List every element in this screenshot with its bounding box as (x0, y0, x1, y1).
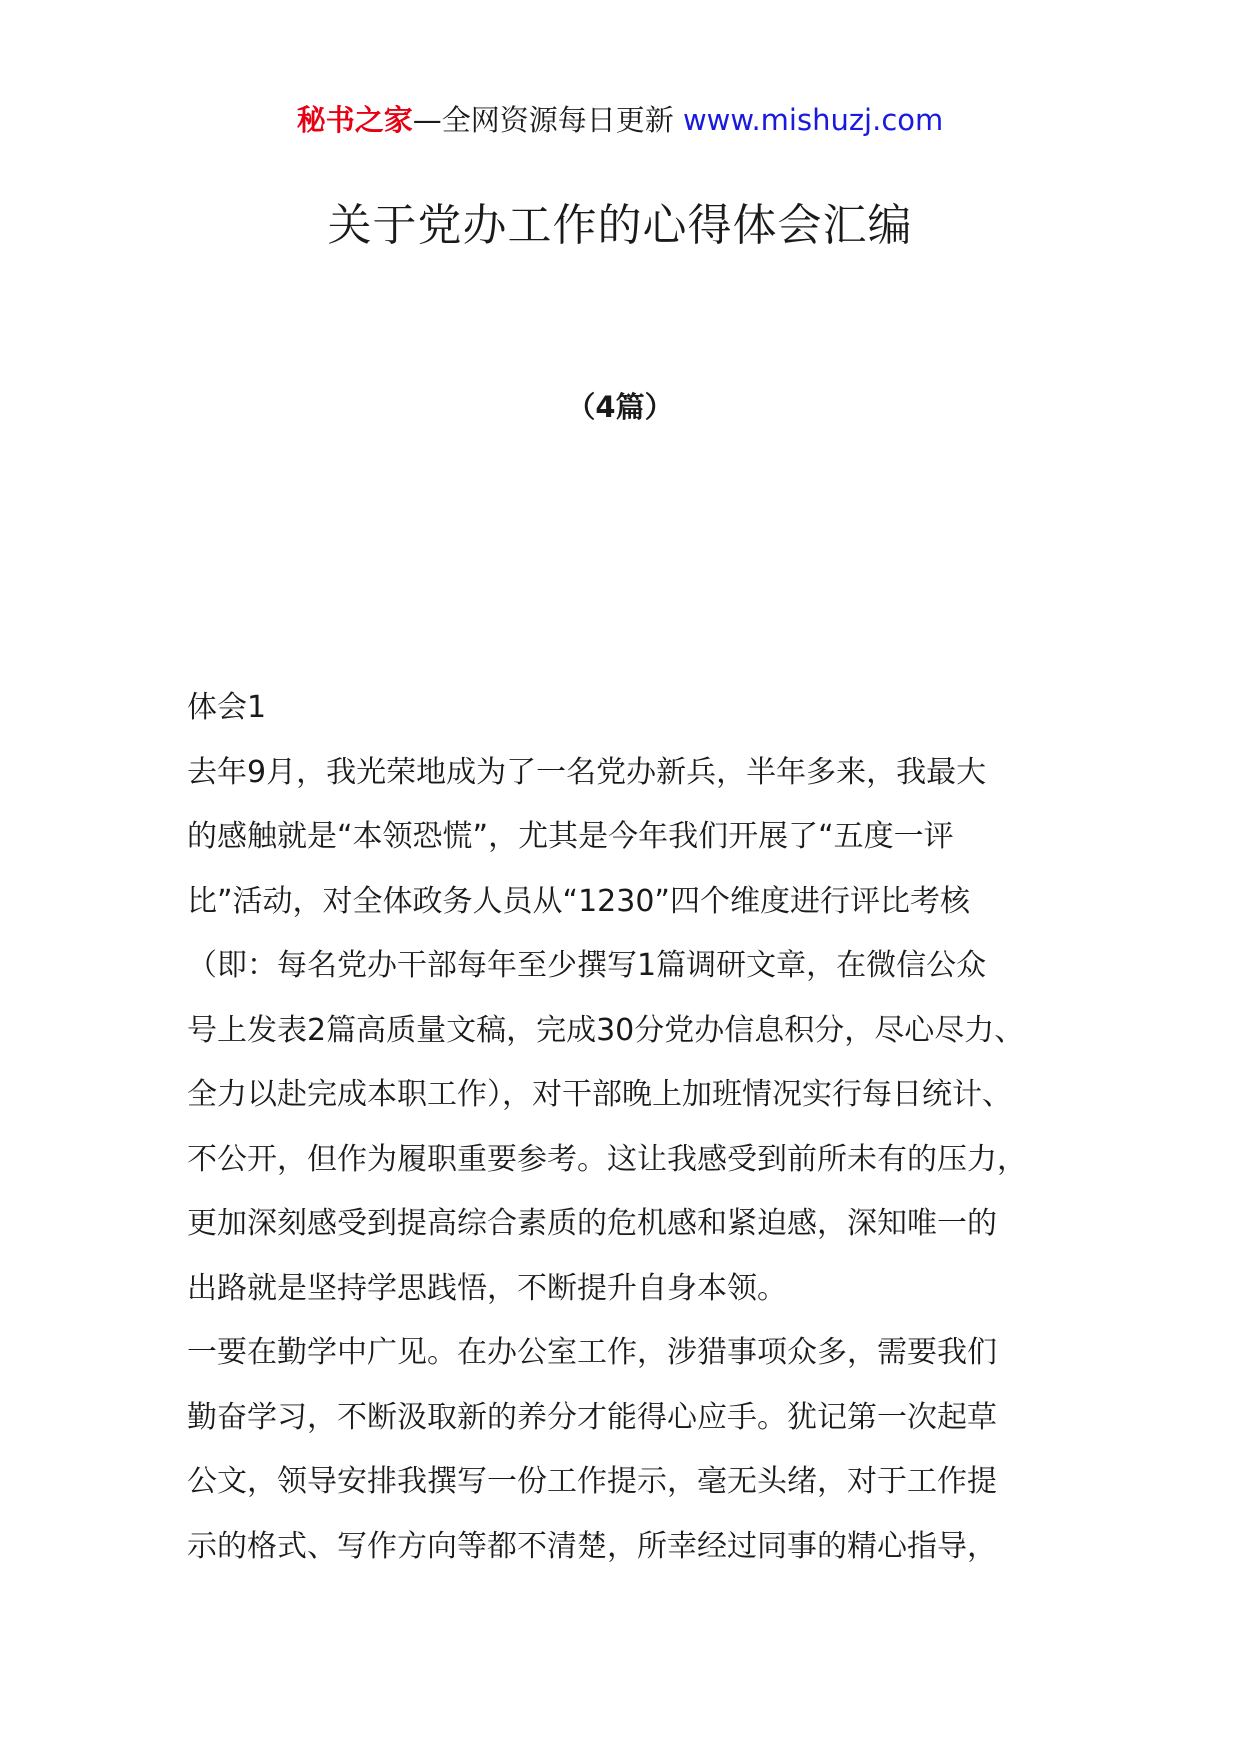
body-line: 去年9月，我光荣地成为了一名党办新兵，半年多来，我最大 (187, 754, 987, 790)
brand-name: 秘书之家 (296, 103, 413, 137)
site-url-link[interactable]: www.mishuzj.com (682, 103, 944, 137)
site-header (0, 100, 1240, 140)
document-subtitle: （4篇） (566, 390, 674, 424)
body-line: 不公开，但作为履职重要参考。这让我感受到前所未有的压力， (187, 1141, 1027, 1177)
body-line: 公文，领导安排我撰写一份工作提示，毫无头绪，对于工作提 (187, 1464, 997, 1499)
section-heading: 体会1 (187, 690, 267, 725)
body-line: 示的格式、写作方向等都不清楚，所幸经过同事的精心指导， (187, 1528, 997, 1564)
body-line: 号上发表2篇高质量文稿，完成30分党办信息积分，尽心尽力、 (187, 1012, 1025, 1048)
body-line: 比”活动，对全体政务人员从“1230”四个维度进行评比考核 (187, 883, 970, 919)
body-line: 更加深刻感受到提高综合素质的危机感和紧迫感，深知唯一的 (187, 1206, 997, 1241)
body-line: 全力以赴完成本职工作），对干部晚上加班情况实行每日统计、 (187, 1077, 1012, 1112)
body-line: 的感触就是“本领恐慌”，尤其是今年我们开展了“五度一评 (187, 819, 954, 854)
body-line: 出路就是坚持学思践悟，不断提升自身本领。 (187, 1270, 787, 1306)
document-title: 关于党办工作的心得体会汇编 (327, 200, 913, 251)
document-body (187, 676, 1087, 1579)
body-line: （即：每名党办干部每年至少撰写1篇调研文章，在微信公众 (187, 948, 987, 983)
header-tagline: —全网资源每日更新 (412, 103, 674, 137)
body-line: 勤奋学习，不断汲取新的养分才能得心应手。犹记第一次起草 (187, 1399, 997, 1435)
body-line: 一要在勤学中广见。在办公室工作，涉猎事项众多，需要我们 (187, 1335, 997, 1370)
